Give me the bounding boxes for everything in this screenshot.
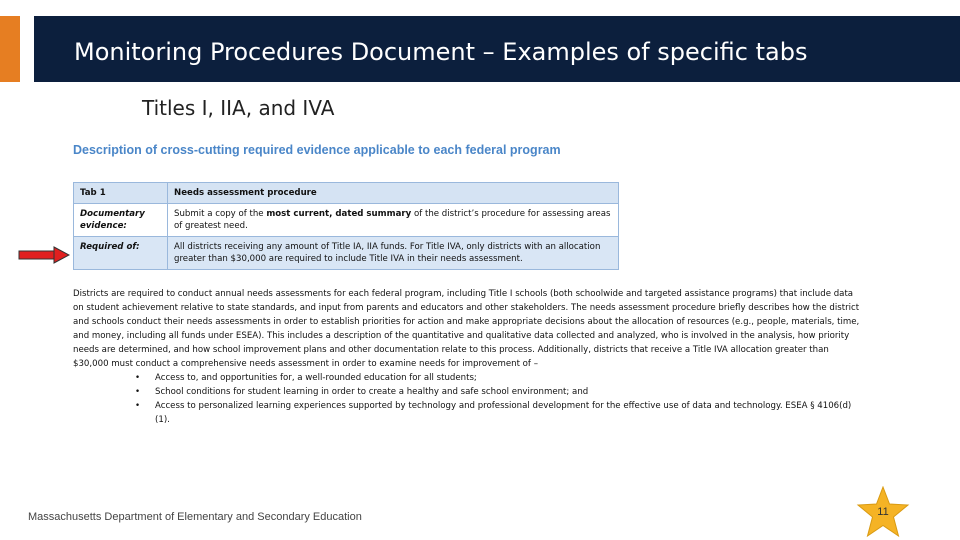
red-arrow-icon — [18, 246, 70, 264]
page-number: 11 — [877, 506, 889, 518]
row-value-text: of the district’s procedure for assessing areas of greatest need. — [174, 209, 611, 231]
table-row — [74, 237, 619, 270]
row-label: Documentary evidence: — [74, 204, 168, 237]
evidence-table — [73, 182, 619, 270]
body-text — [73, 287, 863, 427]
list-item: • School conditions for student learning in order to create a healthy and safe school environment; and — [155, 385, 863, 399]
list-item: • Access to, and opportunities for, a well-rounded education for all students; — [155, 371, 863, 385]
row-value-emphasis: most current, dated summary — [266, 209, 412, 219]
document-heading: Description of cross-cutting required evidence applicable to each federal program — [73, 143, 561, 157]
accent-bar — [0, 16, 20, 82]
row-value — [168, 204, 619, 237]
table-header-row — [74, 183, 619, 204]
row-value: All districts receiving any amount of Title IA, IIA funds. For Title IVA, only districts with an allocation greater than $30,000 are required to include Title IVA in their needs assessment. — [168, 237, 619, 270]
bullet-list — [73, 371, 863, 427]
list-item: • Access to personalized learning experiences supported by technology and professional development for the effective use of data and technology. ESEA § 4106(d)(1). — [155, 399, 863, 427]
body-paragraph: Districts are required to conduct annual needs assessments for each federal program, including Title I schools (both schoolwide and targeted assistance programs) that include data on student achievement relative to state standards, and input from parents and educators and other stakeholders. The needs assessment procedure briefly describes how the district and schools conduct their needs assessments in order to establish priorities for action and make appropriate decisions about the allocation of resources (e.g., people, materials, time, and money, including all funds under ESEA). This includes a description of the quantitative and qualitative data collected and analyzed, who is involved in the analysis, how priority needs are determined, and how school improvement plans and other documentation relate to this process. Additionally, districts that receive a Title IVA allocation greater than $30,000 must conduct a comprehensive needs assessment in order to examine needs for improvement of – — [73, 289, 860, 369]
footer-organization: Massachusetts Department of Elementary and Secondary Education — [28, 511, 362, 523]
row-label: Required of: — [74, 237, 168, 270]
slide-title: Monitoring Procedures Document – Examples of specific tabs — [74, 38, 808, 66]
table-header-cell: Needs assessment procedure — [168, 183, 619, 204]
title-bar — [34, 16, 960, 82]
row-value-text: Submit a copy of the — [174, 209, 267, 219]
slide-subtitle: Titles I, IIA, and IVA — [142, 96, 335, 120]
table-row — [74, 204, 619, 237]
table-header-cell: Tab 1 — [74, 183, 168, 204]
